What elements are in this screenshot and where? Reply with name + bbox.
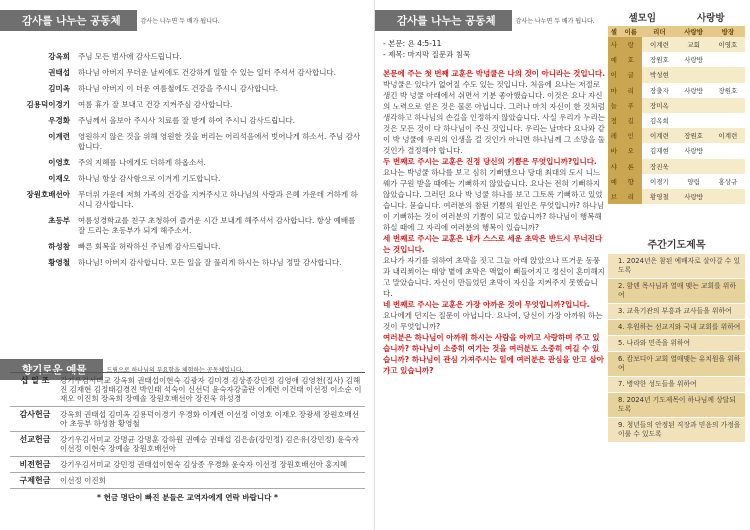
cell-table-cell: 정 bbox=[608, 113, 619, 128]
offering-row bbox=[10, 432, 365, 457]
sermon-body bbox=[383, 38, 605, 376]
offering-row bbox=[10, 407, 365, 432]
cell-table-cell bbox=[676, 113, 710, 128]
cell-table-header: 이름 bbox=[619, 26, 642, 37]
cell-table-cell: 리 bbox=[619, 189, 642, 204]
cell-table-header: 셀 bbox=[608, 26, 619, 37]
offering-names: 강옥희 권태섭 김미옥 김용덕이경기 우경화 이계련 이선정 이영호 이재오 장광세 장원호배선아 초등부 하성참 황영철 bbox=[60, 410, 360, 428]
sermon-subtitle: - 제목: 마지막 질문과 침묵 bbox=[383, 50, 471, 59]
cell-table-cell bbox=[676, 98, 710, 113]
cell-table-cell: 사랑방 bbox=[684, 86, 704, 95]
prayer-list bbox=[608, 254, 745, 443]
cell-table-cell: 마 bbox=[608, 83, 619, 98]
prayer-item: 8. 2024년 기도제목이 하나님께 상달되도록 bbox=[608, 393, 745, 418]
gratitude-name: 이영호 bbox=[48, 158, 70, 167]
gratitude-name: 권태섭 bbox=[48, 68, 70, 77]
cell-table-row bbox=[608, 113, 745, 128]
cell-table-cell bbox=[711, 67, 745, 82]
gratitude-entry bbox=[10, 68, 365, 78]
cell-table-cell: 리 bbox=[619, 83, 642, 98]
cell-table-cell: 랑 bbox=[619, 37, 642, 52]
gratitude-text: 하나님! 아버지 감사합니다. 모든 일을 잘 풀리게 하시는 하나님 정말 감사합니다. bbox=[78, 258, 342, 267]
cell-table-cell: 푸 bbox=[619, 98, 642, 113]
cell-table-cell: 향 bbox=[619, 174, 642, 189]
gratitude-text: 영원하지 않은 것을 위해 영원한 것을 버리는 어리석음에서 벗어나게 하소서. 주님 감사합니다. bbox=[78, 132, 361, 151]
cell-table-row bbox=[608, 159, 745, 174]
cell-group-titles bbox=[608, 10, 745, 24]
offering-names: 강기우김서미교 강명균 강명훈 강하원 권예승 권태섭 김은솔(강민정) 김은유(강민정) 윤숙자 이선정 이현숙 장예솔 장원호배선아 bbox=[60, 435, 359, 453]
offering-notice: * 헌금 명단이 빠진 분들은 교역자에게 연락 바랍니다 * bbox=[97, 493, 278, 502]
sermon-blocks bbox=[383, 68, 605, 376]
cell-table-cell: 이계련 bbox=[642, 37, 676, 52]
cell-title: 셀모임 bbox=[628, 13, 657, 24]
gratitude-entry bbox=[10, 132, 365, 152]
cell-table-cell: 사랑방 bbox=[684, 56, 704, 65]
gratitude-name: 초등부 bbox=[48, 216, 70, 225]
cell-table-cell bbox=[676, 67, 710, 82]
cell-table-header: 방장 bbox=[711, 26, 745, 37]
cell-table-cell: 브 bbox=[608, 189, 619, 204]
sermon-paragraph: 요나가 자기를 위하여 초막을 짓고 그늘 아래 앉았으나 뜨거운 동풍과 내리쬐이는 태양 볕에 초막은 맥없이 뻐들어지고 정신이 혼미해지고 말았습니다. 자신이 만들었던 초막이 자신을 지켜주지 못했습니다. bbox=[383, 256, 605, 298]
sermon-point: 네 번째로 주시는 교훈은 가장 아까운 것이 무엇입니까?입니다. bbox=[383, 300, 590, 309]
cell-table-cell: 장미옥 bbox=[642, 98, 676, 113]
cell-table-cell: 샤 bbox=[608, 159, 619, 174]
gratitude-entry bbox=[10, 52, 365, 62]
cell-table-cell: 바 bbox=[608, 143, 619, 158]
gratitude-entry bbox=[10, 258, 365, 268]
gratitude-note: 감사는 나누면 두 배가 됩니다. bbox=[140, 18, 220, 25]
gratitude-entry bbox=[10, 174, 365, 184]
sermon-paragraph: 요나에게 던지는 질문이 아닙니다. 요나여, 당신이 가장 아까워 하는 것이 무엇입니까? bbox=[383, 311, 603, 331]
cell-table-header: 사랑방 bbox=[676, 26, 710, 37]
cell-table-cell: 장진욱 bbox=[642, 159, 676, 174]
prayer-item: 5. 나라와 민족을 위하여 bbox=[608, 336, 745, 352]
gratitude-text: 주님 모든 범사에 감사드립니다. bbox=[78, 52, 182, 61]
gratitude-entry bbox=[10, 116, 365, 126]
cell-table-cell: 양림 bbox=[687, 177, 700, 186]
gratitude-name: 장원호배선아 bbox=[26, 190, 70, 199]
cell-table-cell: 사랑방 bbox=[684, 147, 704, 156]
gratitude-name: 김용덕이경기 bbox=[26, 100, 70, 109]
gratitude-name: 김미옥 bbox=[48, 84, 70, 93]
cell-table-row bbox=[608, 98, 745, 113]
sermon-point: 세 번째로 주시는 교훈은 내가 스스로 세운 초막은 반드시 무너진다는 것입니다. bbox=[383, 234, 603, 254]
offering-label: 비전헌금 bbox=[19, 460, 51, 469]
cell-table-cell bbox=[711, 113, 745, 128]
prayer-title: 주간기도제목 bbox=[647, 240, 706, 251]
cell-table-cell bbox=[676, 159, 710, 174]
gratitude-entry bbox=[10, 100, 365, 110]
sermon-meta bbox=[383, 38, 605, 60]
prayer-item: 1. 2024년은 참된 예배자로 살아갈 수 있도록 bbox=[608, 254, 745, 279]
offering-label: 선교헌금 bbox=[19, 435, 51, 444]
cell-table-row bbox=[608, 67, 745, 82]
cell-table-cell: 장출자 bbox=[649, 86, 669, 95]
gratitude-text: 주의 지혜를 나에게도 더하게 하옵소서. bbox=[78, 158, 206, 167]
cell-table-cell: 김재현 bbox=[649, 147, 669, 156]
cell-table-cell: 사 bbox=[608, 37, 619, 52]
cell-table-cell: 김옥희 bbox=[649, 117, 669, 126]
sermon-title: 감사를 나누는 공동체 bbox=[375, 10, 512, 31]
gratitude-text: 여름성경학교를 친구 초청하여 즐거운 시간 보내게 해주셔서 감사합니다. 항상 예배를 잘 드리는 초등부가 되게 해주소서. bbox=[78, 216, 356, 235]
offering-names: 강기우김서미교 강민정 권태섭이현숙 김상종 우경화 윤숙자 이선정 장원호배선아 홍지혜 bbox=[60, 460, 348, 469]
cell-table-cell: 사랑방 bbox=[676, 189, 710, 204]
cell-table-cell bbox=[711, 143, 745, 158]
sarangbang-title: 사랑방 bbox=[696, 13, 725, 24]
gratitude-entry bbox=[10, 242, 365, 252]
cell-table-cell: 예 bbox=[608, 174, 619, 189]
cell-table-cell bbox=[711, 159, 745, 174]
cell-table-row bbox=[608, 83, 745, 98]
cell-table-cell: 황영철 bbox=[642, 189, 676, 204]
gratitude-header bbox=[0, 10, 375, 31]
cell-table-cell: 글 bbox=[619, 67, 642, 82]
offering-note: 드림으로 하나님의 부요함을 체험하는 공동체입니다. bbox=[106, 367, 244, 374]
cell-table-cell: 장원호 bbox=[718, 86, 738, 95]
cell-table-cell bbox=[711, 189, 745, 204]
offering-row bbox=[10, 457, 365, 473]
offering-label: 십 일 조 bbox=[20, 376, 50, 385]
gratitude-name: 황영철 bbox=[48, 258, 70, 267]
gratitude-entry bbox=[10, 190, 365, 210]
cell-group-table bbox=[608, 26, 745, 204]
gratitude-text: 빠른 회복을 허락하신 주님께 감사드립니다. bbox=[78, 242, 221, 251]
prayer-item: 2. 함덴 목사님과 열매 맺는 교회를 위하여 bbox=[608, 279, 745, 304]
cell-table-row bbox=[608, 174, 745, 189]
gratitude-text: 하나님 항상 감사함으로 이겨게 기도합니다. bbox=[78, 174, 221, 183]
offering-names: 이선정 이진희 bbox=[60, 476, 106, 485]
cell-table-row bbox=[608, 128, 745, 143]
cell-table-cell: 론 bbox=[619, 159, 642, 174]
cell-table-cell: 이영호 bbox=[711, 37, 745, 52]
prayer-item: 7. 병약한 성도들을 위하여 bbox=[608, 377, 745, 393]
gratitude-entry bbox=[10, 84, 365, 94]
gratitude-name: 우경화 bbox=[48, 116, 70, 125]
sermon-text-ref: - 본문: 욘 4:5-11 bbox=[383, 39, 442, 48]
gratitude-entry bbox=[10, 158, 365, 168]
sermon-paragraph: 박넝쿨은 있다가 없어질 수도 있는 것입니다. 처음에 요나는 저절로 생긴 박 넝쿨 아래에서 쉬면서 기분 좋아했습니다. 이것은 요나 자신의 노력으로 얻은 것은 물론 아닙니다. 그러나 마치 자신이 한 것처럼 생각하고 하나님의 손길을 인정하지 않았습니다. 사실 우리가 누리는 것은 모든 것이 다 하나님이 주신 것입니다. 우리는 날마다 요나와 같이 박 넝쿨에 우리의 인생을 걸 것인가 아니면 하나님께 그 소망을 둘 것인가 결정해야 합니다. bbox=[383, 80, 605, 155]
cell-table-cell: 이 bbox=[608, 67, 619, 82]
cell-table-cell: 레 bbox=[608, 128, 619, 143]
sermon-point: 두 번째로 주시는 교훈은 진정 당신의 기쁨은 무엇입니까?입니다. bbox=[383, 157, 597, 166]
sermon-point: 본문에 주는 첫 번째 교훈은 박넝쿨은 나의 것이 아니라는 것입니다. bbox=[383, 69, 605, 78]
cell-table-header: 리더 bbox=[642, 26, 676, 37]
cell-table-cell: 박성현 bbox=[642, 67, 676, 82]
cell-table-cell: 교회 bbox=[676, 37, 710, 52]
gratitude-text: 하나님 아버지 이 더운 여름철에도 건강을 주시니 감사합니다. bbox=[78, 84, 279, 93]
gratitude-name: 하성참 bbox=[48, 242, 70, 251]
cell-table-cell: 호 bbox=[619, 52, 642, 67]
sermon-point: 여러분은 하나님이 아까워 하시는 사람을 아끼고 사랑하며 주고 있습니까? 하나님이 소중히 여기는 것을 여러분도 소중히 여길 수 있습니까? 하나님이 관심 가져주시는 일에 여러분은 관심을 안고 살아가고 있습니까? bbox=[383, 333, 604, 375]
cell-table-cell: 홍상규 bbox=[718, 177, 738, 186]
sermon-note: 감사는 나누면 두 배가 됩니다. bbox=[515, 18, 595, 25]
cell-table-cell: 예 bbox=[608, 52, 619, 67]
cell-table-cell: 길 bbox=[619, 113, 642, 128]
cell-group-panel bbox=[608, 10, 745, 204]
gratitude-text: 하나님 아버지 무더운 날씨에도 건강하게 일할 수 있는 일터 주셔서 감사합니다. bbox=[78, 68, 337, 77]
offering-names: 강기우김서미교 강옥희 권태섭이현숙 김광자 김미경 김상종강민정 김영애 김영천(집사) 김해진 김재현 김정태김경진 박인태 석숙이 신선덕 윤숙자강출란 이계련 이건태 이선정 이소순 이재오 이진희 장옥희 장예솔 장원호배선아 장진욱 하성경 bbox=[60, 376, 362, 403]
gratitude-name: 이계련 bbox=[48, 132, 70, 141]
cell-table-cell: 이계련 bbox=[711, 128, 745, 143]
cell-table-cell: 장원호 bbox=[676, 128, 710, 143]
cell-table-cell: 이계련 bbox=[642, 128, 676, 143]
cell-table-cell bbox=[711, 98, 745, 113]
gratitude-text: 주님께서 올보아 주시사 치료를 잘 받게 하여 주시니 감사드립니다. bbox=[78, 116, 296, 125]
cell-table-row bbox=[608, 37, 745, 52]
gratitude-text: 무더위 가운데 저희 가족의 건강을 지켜주시고 하나님의 사랑과 은혜 가운데 거하게 하시니 감사합니다. bbox=[78, 190, 358, 209]
gratitude-text: 여름 휴가 잘 보내고 건강 지켜주심 감사합니다. bbox=[78, 100, 233, 109]
prayer-item: 6. 캄보디아 교회 열매맺는 유치원을 위하여 bbox=[608, 352, 745, 377]
gratitude-title: 감사를 나누는 공동체 bbox=[0, 10, 137, 31]
cell-table-cell: 늘 bbox=[608, 98, 619, 113]
offering-row bbox=[10, 373, 365, 407]
cell-table-row bbox=[608, 189, 745, 204]
cell-table-row bbox=[608, 52, 745, 67]
offering-label: 구제헌금 bbox=[19, 476, 51, 485]
cell-table-cell: 오 bbox=[619, 143, 642, 158]
prayer-item: 4. 후원하는 선교지와 국내 교회를 위하여 bbox=[608, 320, 745, 336]
gratitude-name: 이재오 bbox=[48, 174, 70, 183]
prayer-item: 3. 교육기관의 부흥과 교사들을 위하여 bbox=[608, 304, 745, 320]
cell-table-cell: 이경기 bbox=[649, 177, 669, 186]
prayer-item: 9. 청년들의 안정된 직장과 믿음의 가정을 이룰 수 있도록 bbox=[608, 418, 745, 443]
right-page bbox=[375, 0, 750, 530]
sermon-paragraph: 요나는 박넝쿨 하나를 보고 심히 기뻐했으나 당대 최대의 도시 니느웨가 구원 받을 때에는 기뻐하지 않았습니다. 요나는 전혀 기뻐하지 않았습니다. 그러던 요나 박 넝쿨 하나를 보고 그토록 기뻐하고 있었습니다. 묻습니다. 여러분의 참된 기쁨의 원인은 무엇입니까? 하나님이 기뻐하는 것이 여러분의 기쁨이 되고 있습니까? 하나님이 행복해 하실 때에 그 자리에 여러분의 행복이 있습니까? bbox=[383, 168, 605, 232]
gratitude-entry bbox=[10, 216, 365, 236]
offering-row bbox=[10, 473, 365, 489]
cell-table-cell: 인 bbox=[619, 128, 642, 143]
gratitude-name: 강옥희 bbox=[48, 52, 70, 61]
offering-title: 향기로운 예물 bbox=[0, 359, 103, 380]
offering-label: 감사헌금 bbox=[19, 410, 51, 419]
cell-table-row bbox=[608, 143, 745, 158]
offering-list bbox=[10, 372, 365, 503]
cell-table-cell bbox=[711, 52, 745, 67]
gratitude-list bbox=[10, 52, 365, 274]
cell-table-cell: 장원호 bbox=[649, 56, 669, 65]
